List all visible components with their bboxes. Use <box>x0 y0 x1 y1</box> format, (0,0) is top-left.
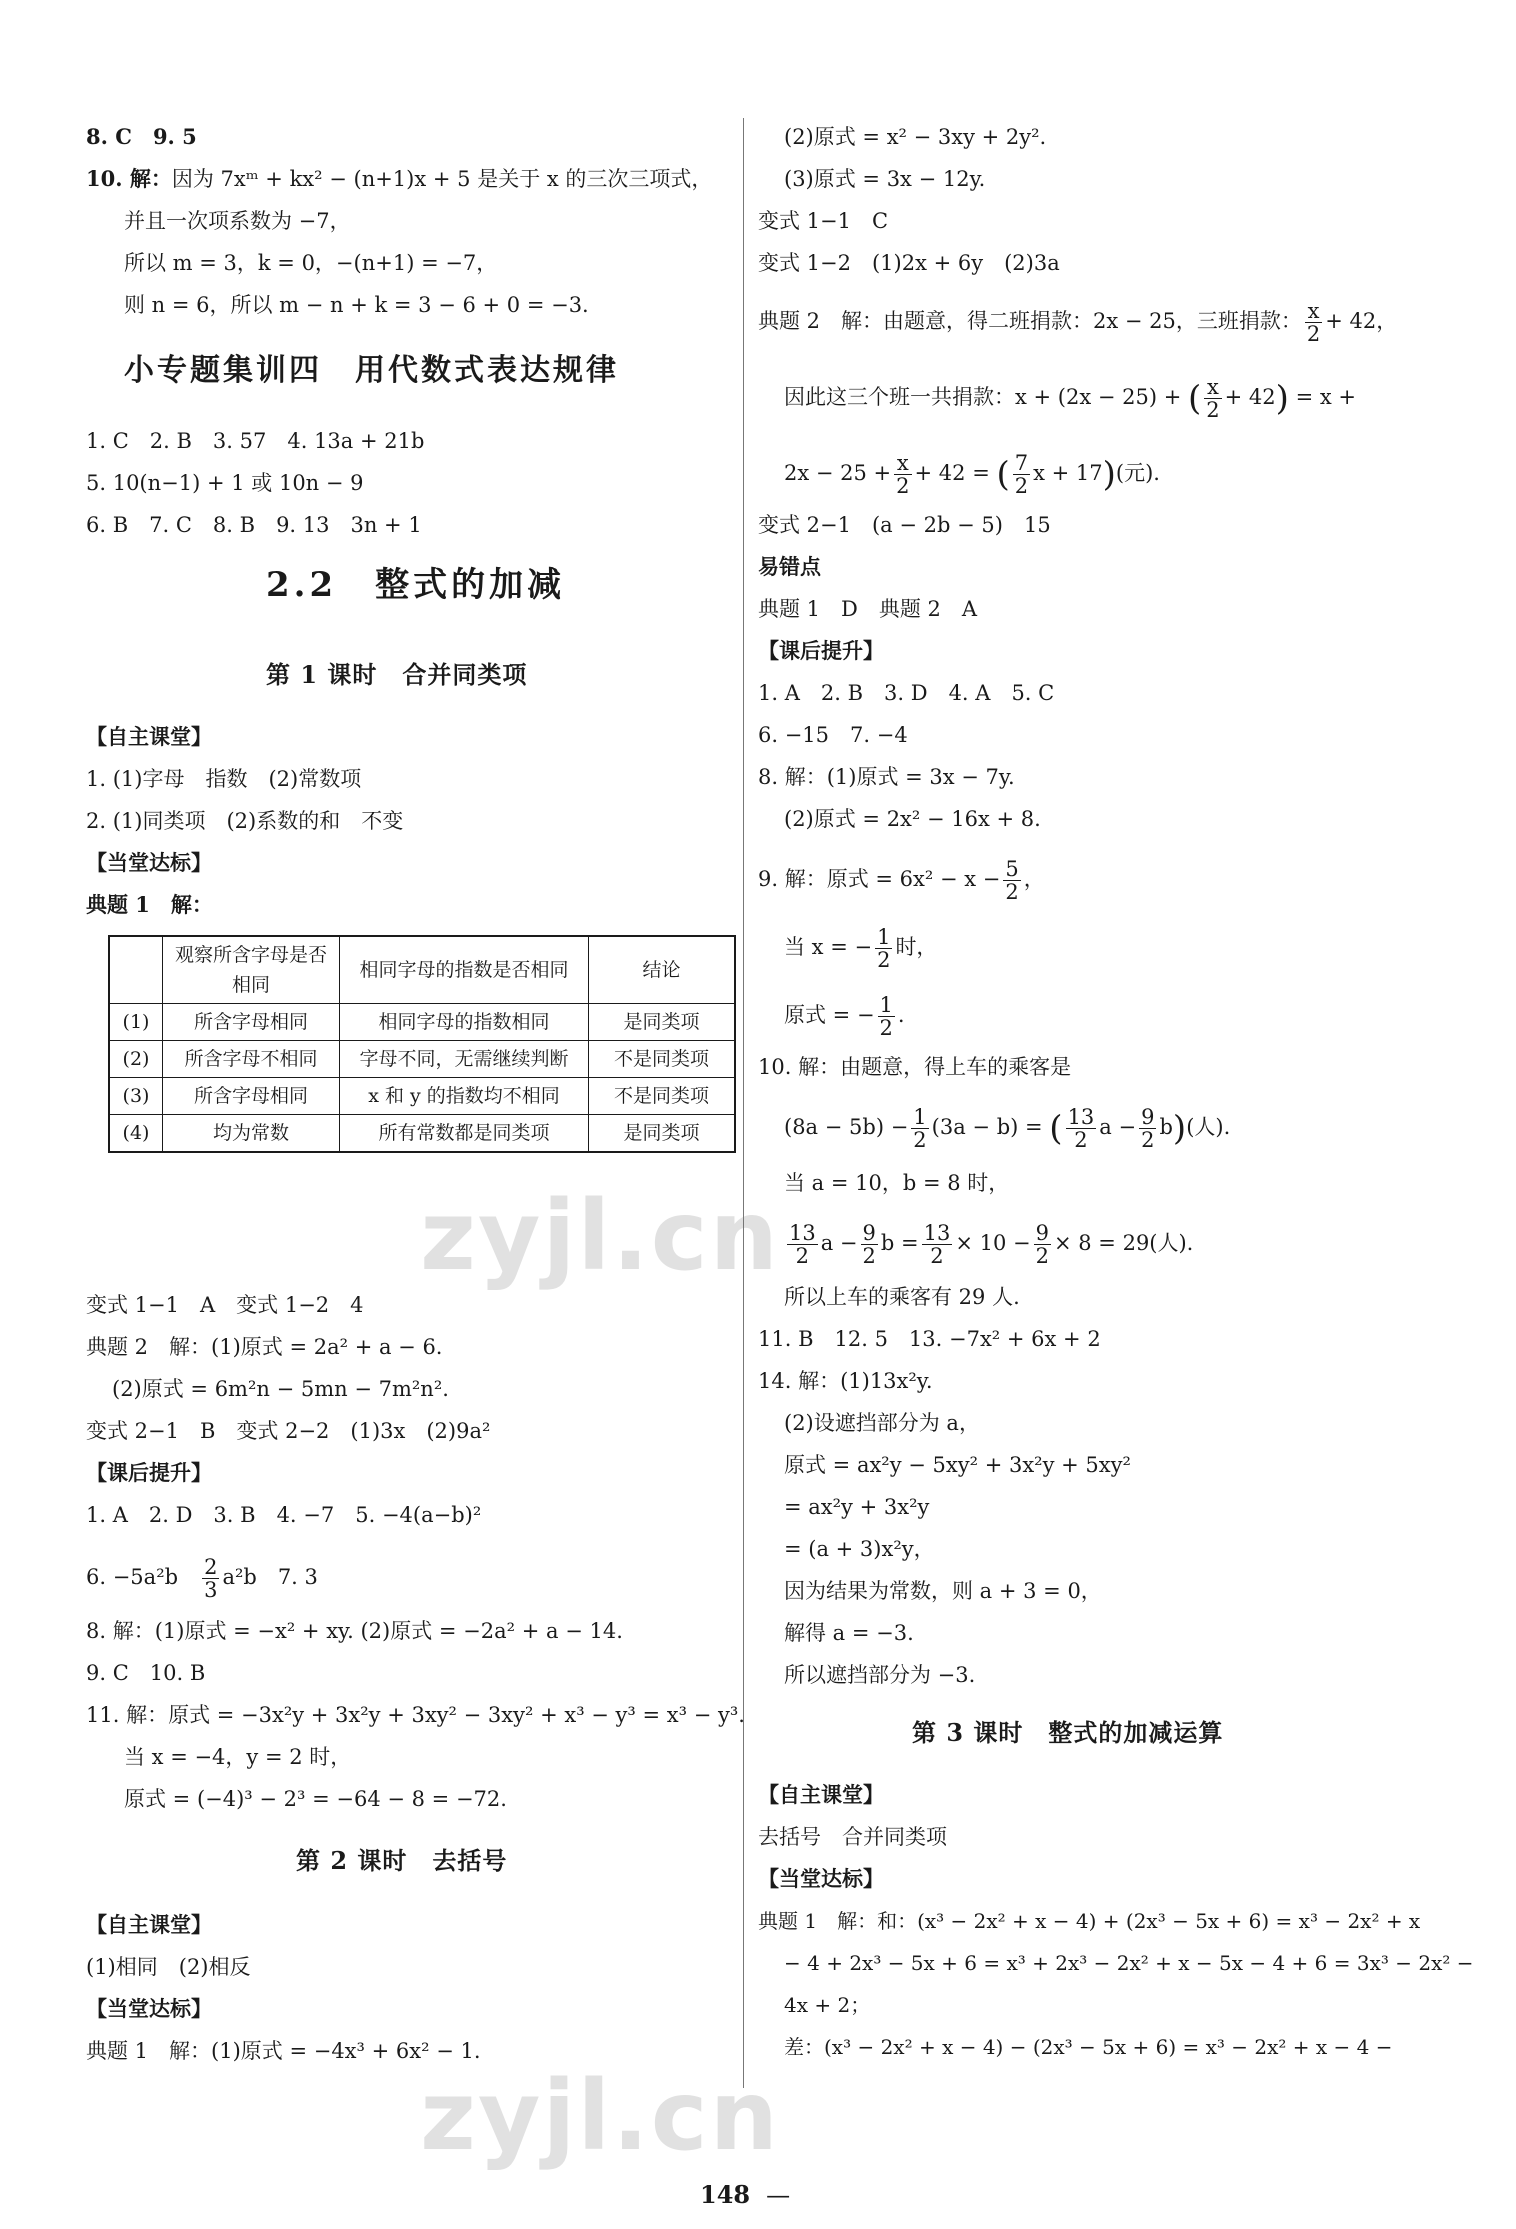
answer-line: 变式 1−1 A 变式 1−2 4 <box>86 1293 364 1317</box>
fraction: $\frac{9}{2}$ <box>1035 1221 1049 1268</box>
answer-line: 变式 1−2 (1)2x + 6y (2)3a <box>758 251 1060 275</box>
answer-line: 11. 解：原式 = −3x²y + 3x²y + 3xy² − 3xy² + x³ − y³ = x³ − y³. <box>86 1703 745 1727</box>
table-cell: 相同字母的指数相同 <box>340 1004 589 1041</box>
fraction: $\frac{5}{2}$ <box>1005 857 1019 904</box>
answer-line: 1. (1)字母 指数 (2)常数项 <box>86 767 362 791</box>
answer-line: $\frac{13}{2}$ a − $\frac{9}{2}$ b = $\frac{13}{2}$ × 10 − $\frac{9}{2}$ × 8 = 29(人). <box>789 1221 1194 1268</box>
fraction: $\frac{13}{2}$ <box>923 1221 951 1268</box>
table-header-cell: 相同字母的指数是否相同 <box>340 936 589 1004</box>
block-tag: 【当堂达标】 <box>86 850 212 875</box>
block-tag: 【自主课堂】 <box>86 724 212 749</box>
answer-line: 当 x = − $\frac{1}{2}$ 时， <box>784 925 938 972</box>
fraction: $\frac{7}{2}$ <box>1014 451 1029 498</box>
answer-line: 因此这三个班一共捐款：x + (2x − 25) + ( $\frac{x}{2}$ + 42) = x + <box>784 375 1356 422</box>
table-row <box>109 1078 735 1115</box>
answer-line: = (a + 3)x²y， <box>784 1537 935 1561</box>
answer-line: 并且一次项系数为 −7， <box>124 209 351 233</box>
table-cell: (1) <box>109 1004 163 1041</box>
block-tag: 【自主课堂】 <box>758 1782 884 1807</box>
table-cell: 不是同类项 <box>589 1078 736 1115</box>
answer-line: 2x − 25 + $\frac{x}{2}$ + 42 = ( $\frac{7}{2}$ x + 17)(元). <box>784 451 1160 498</box>
answer-line: 变式 2−1 B 变式 2−2 (1)3x (2)9a² <box>86 1419 491 1443</box>
fraction: $\frac{9}{2}$ <box>862 1221 876 1268</box>
answer-line: 典题 1 解：(1)原式 = −4x³ + 6x² − 1. <box>86 2039 481 2063</box>
answer-line: 原式 = − $\frac{1}{2}$ . <box>784 993 905 1040</box>
fraction: $\frac{9}{2}$ <box>1141 1105 1155 1152</box>
answer-line: 原式 = (−4)³ − 2³ = −64 − 8 = −72. <box>124 1787 507 1811</box>
fraction: $\frac{13}{2}$ <box>1067 1105 1095 1152</box>
answer-line: (2)原式 = 6m²n − 5mn − 7m²n². <box>112 1377 449 1401</box>
answer-line: 原式 = ax²y − 5xy² + 3x²y + 5xy² <box>784 1453 1131 1477</box>
table-cell: 所有常数都是同类项 <box>340 1115 589 1153</box>
answer-line: 典题 1 解： <box>86 892 213 917</box>
answer-line: 典题 1 D 典题 2 A <box>758 597 978 621</box>
answer-line: 去括号 合并同类项 <box>758 1825 947 1849</box>
answer-line: 典题 2 解：(1)原式 = 2a² + a − 6. <box>86 1335 443 1359</box>
fraction: $\frac{x}{2}$ <box>1206 375 1220 422</box>
block-tag: 【课后提升】 <box>86 1460 212 1485</box>
table-row <box>109 1004 735 1041</box>
answer-line: 变式 2−1 (a − 2b − 5) 15 <box>758 513 1051 537</box>
table-cell: 是同类项 <box>589 1004 736 1041</box>
fraction: $\frac{x}{2}$ <box>1306 299 1321 346</box>
answer-line: 6. −5a²b $\frac{2}{3}$ a²b 7. 3 <box>86 1555 318 1602</box>
answer-line: 典题 2 解：由题意，得二班捐款：2x − 25，三班捐款： $\frac{x}{2}$ + 42， <box>758 299 1398 346</box>
lesson-heading: 第 1 课时 合并同类项 <box>266 660 528 689</box>
answer-line: 4x + 2； <box>784 1993 871 2017</box>
topic-heading: 小专题集训四 用代数式表达规律 <box>124 353 619 388</box>
fraction: $\frac{1}{2}$ <box>913 1105 927 1152</box>
table-header-cell: 观察所含字母是否相同 <box>163 936 340 1004</box>
table-cell: 均为常数 <box>163 1115 340 1153</box>
table-cell: 是同类项 <box>589 1115 736 1153</box>
column-divider <box>743 118 744 2088</box>
answer-line: 6. B 7. C 8. B 9. 13 3n + 1 <box>86 513 422 537</box>
answer-line: 8. 解：(1)原式 = −x² + xy. (2)原式 = −2a² + a − 14. <box>86 1619 623 1643</box>
fraction: $\frac{2}{3}$ <box>204 1555 218 1602</box>
table-cell: (3) <box>109 1078 163 1115</box>
table-header-cell <box>109 936 163 1004</box>
answer-line: 8. C 9. 5 <box>86 124 197 149</box>
table-cell: 不是同类项 <box>589 1041 736 1078</box>
watermark: zyjl.cn <box>420 1180 780 1292</box>
table-header-cell: 结论 <box>589 936 736 1004</box>
answer-line: (2)原式 = 2x² − 16x + 8. <box>784 807 1041 831</box>
answer-line: 10. 解：因为 7xᵐ + kx² − (n+1)x + 5 是关于 x 的三次三项式， <box>86 166 713 191</box>
answer-line: (2)设遮挡部分为 a， <box>784 1411 980 1435</box>
block-tag: 【课后提升】 <box>758 638 884 663</box>
block-tag: 【当堂达标】 <box>758 1866 884 1891</box>
answer-line: 典题 1 解：和：(x³ − 2x² + x − 4) + (2x³ − 5x + 6) = x³ − 2x² + x <box>758 1909 1421 1933</box>
table-row <box>109 1115 735 1153</box>
answer-line: 9. 解：原式 = 6x² − x − $\frac{5}{2}$ ， <box>758 857 1045 904</box>
answer-line: = ax²y + 3x²y <box>784 1495 930 1519</box>
table-cell: x 和 y 的指数均不相同 <box>340 1078 589 1115</box>
answer-line: 当 a = 10，b = 8 时， <box>784 1171 1010 1195</box>
watermark: zyjl.cn <box>420 2060 780 2172</box>
lesson-heading: 第 2 课时 去括号 <box>296 1846 508 1875</box>
answer-line: − 4 + 2x³ − 5x + 6 = x³ + 2x³ − 2x² + x − 5x − 4 + 6 = 3x³ − 2x² − <box>784 1951 1474 1975</box>
table-cell: 所含字母不相同 <box>163 1041 340 1078</box>
answer-line: 8. 解：(1)原式 = 3x − 7y. <box>758 765 1015 789</box>
answer-line: 变式 1−1 C <box>758 209 889 233</box>
answer-line: (1)相同 (2)相反 <box>86 1955 251 1979</box>
table-row <box>109 1041 735 1078</box>
block-tag: 易错点 <box>758 554 821 579</box>
answer-line: 因为结果为常数，则 a + 3 = 0， <box>784 1579 1102 1603</box>
answer-line: 1. A 2. B 3. D 4. A 5. C <box>758 681 1055 705</box>
answer-line: 所以 m = 3，k = 0，−(n+1) = −7， <box>124 251 498 275</box>
answer-line: 14. 解：(1)13x²y. <box>758 1369 933 1393</box>
answer-line: 则 n = 6，所以 m − n + k = 3 − 6 + 0 = −3. <box>124 293 589 317</box>
answer-line: 10. 解：由题意，得上车的乘客是 <box>758 1055 1072 1079</box>
answer-line: (2)原式 = x² − 3xy + 2y². <box>784 125 1047 149</box>
table-header-row <box>109 936 735 1004</box>
answer-line: 9. C 10. B <box>86 1661 206 1685</box>
section-heading: 2.2 整式的加减 <box>266 565 566 605</box>
table-cell: 字母不同，无需继续判断 <box>340 1041 589 1078</box>
answer-line: 解得 a = −3. <box>784 1621 914 1645</box>
answer-line: 2. (1)同类项 (2)系数的和 不变 <box>86 809 404 833</box>
fraction: $\frac{x}{2}$ <box>896 451 910 498</box>
answer-line: 当 x = −4，y = 2 时， <box>124 1745 352 1769</box>
answer-line: 6. −15 7. −4 <box>758 723 908 747</box>
table-cell: (2) <box>109 1041 163 1078</box>
answer-line: (8a − 5b) − $\frac{1}{2}$ (3a − b) = ( $\frac{13}{2}$ a − $\frac{9}{2}$ b)(人). <box>784 1105 1231 1152</box>
answer-line: 5. 10(n−1) + 1 或 10n − 9 <box>86 471 364 495</box>
table-cell: 所含字母相同 <box>163 1078 340 1115</box>
answer-line: 1. C 2. B 3. 57 4. 13a + 21b <box>86 429 425 453</box>
answer-line: (3)原式 = 3x − 12y. <box>784 167 986 191</box>
answer-line: 差：(x³ − 2x² + x − 4) − (2x³ − 5x + 6) = x³ − 2x² + x − 4 − <box>784 2035 1393 2059</box>
block-tag: 【自主课堂】 <box>86 1912 212 1937</box>
table-cell: (4) <box>109 1115 163 1153</box>
block-tag: 【当堂达标】 <box>86 1996 212 2021</box>
answer-line: 1. A 2. D 3. B 4. −7 5. −4(a−b)² <box>86 1503 482 1527</box>
fraction: $\frac{1}{2}$ <box>879 993 893 1040</box>
answer-line: 所以上车的乘客有 29 人. <box>784 1285 1020 1309</box>
lesson-heading: 第 3 课时 整式的加减运算 <box>912 1718 1224 1747</box>
page-number: 148 — <box>700 2180 791 2209</box>
fraction: $\frac{1}{2}$ <box>877 925 891 972</box>
fraction: $\frac{13}{2}$ <box>789 1221 816 1268</box>
table-cell: 所含字母相同 <box>163 1004 340 1041</box>
answer-line: 11. B 12. 5 13. −7x² + 6x + 2 <box>758 1327 1101 1351</box>
like-terms-table <box>108 935 736 1153</box>
answer-line: 所以遮挡部分为 −3. <box>784 1663 976 1687</box>
